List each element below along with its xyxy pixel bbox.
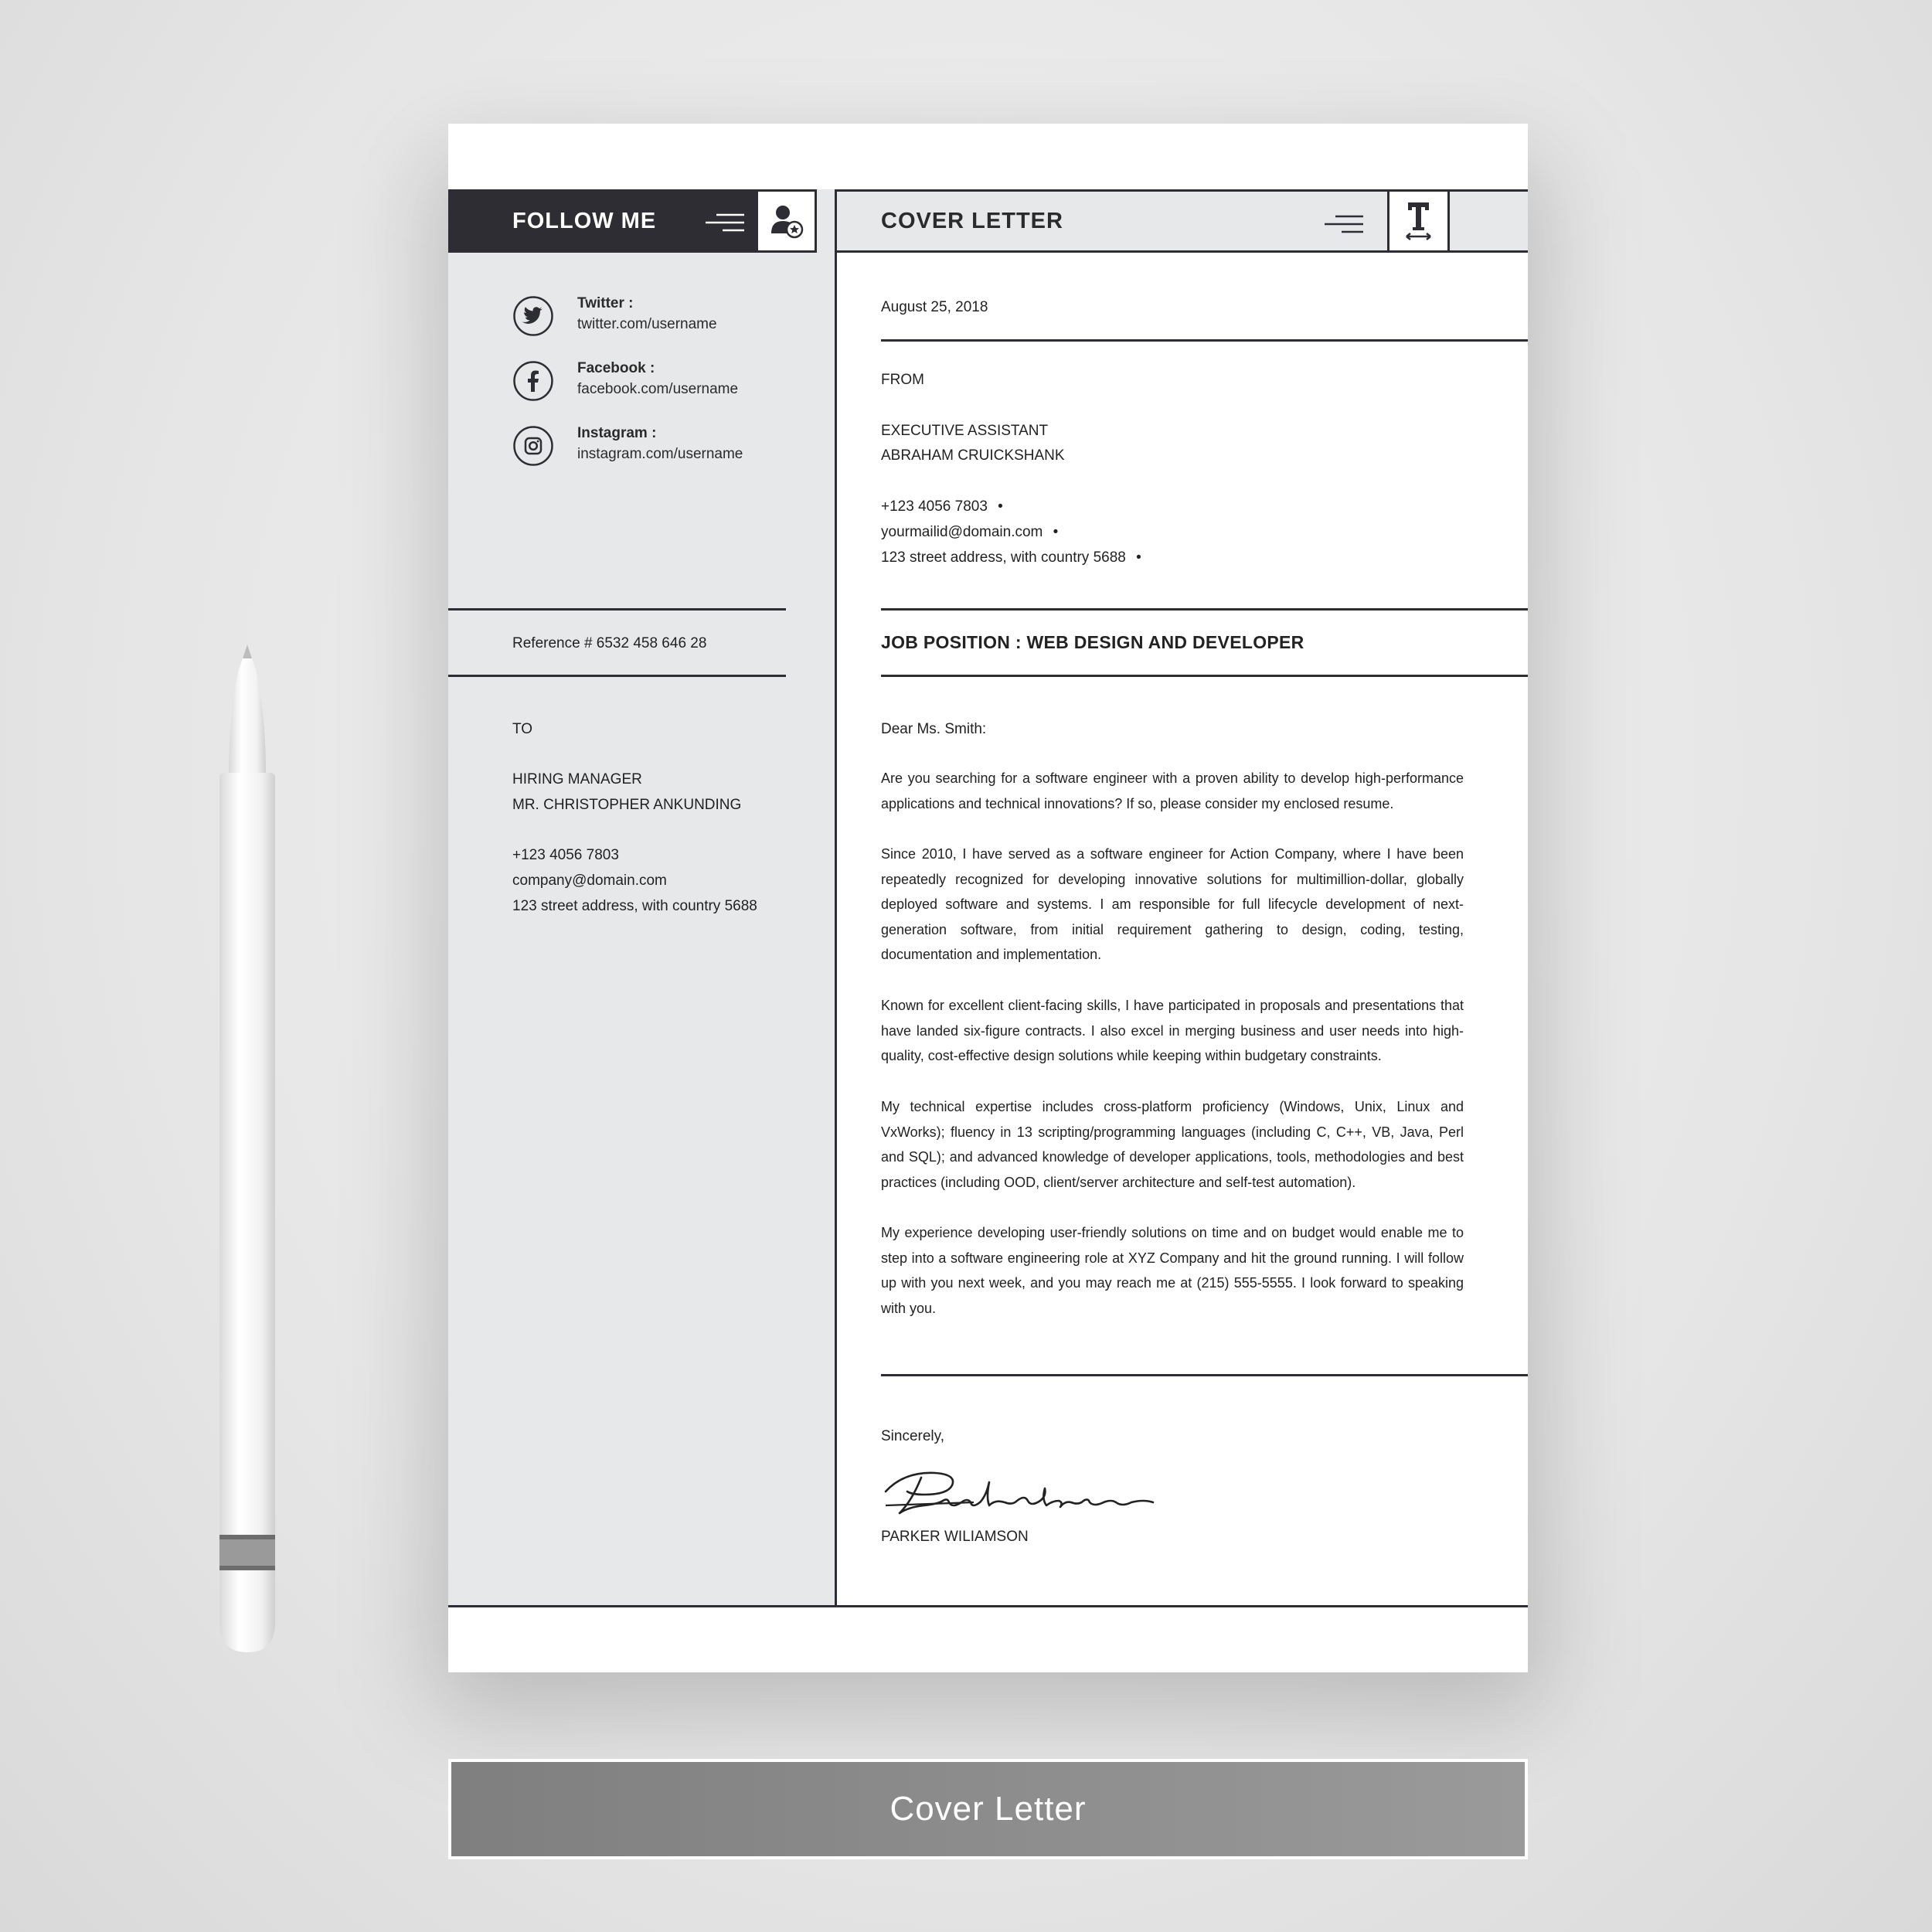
facebook-icon <box>512 360 554 402</box>
reference-top-rule <box>448 608 786 611</box>
social-url[interactable]: instagram.com/username <box>577 446 743 462</box>
sender-email-text: yourmailid@domain.com <box>881 524 1043 540</box>
social-label: Facebook : <box>577 360 655 376</box>
signer-name: PARKER WILIAMSON <box>881 1529 1029 1545</box>
sender-address <box>881 549 1141 566</box>
recipient-email: company@domain.com <box>512 872 667 889</box>
from-label: FROM <box>881 372 924 388</box>
twitter-icon <box>512 295 554 337</box>
body-paragraph: My technical expertise includes cross-platform proficiency (Windows, Unix, Linux and VxWorks); fluency in 13 scripting/programming languages (including C, C++, VB, Java, Perl and SQL); and advanced knowledge of developer applications, tools, methodologies and best practices (including OOD, client/server architecture and self-test automation). <box>881 1099 1464 1190</box>
sender-email <box>881 524 1058 541</box>
cover-letter-banner <box>448 1759 1528 1859</box>
menu-lines-icon <box>1325 214 1363 234</box>
follow-me-title: FOLLOW ME <box>512 209 657 233</box>
signature-image <box>881 1454 1159 1524</box>
instagram-icon <box>512 425 554 467</box>
banner-label: Cover Letter <box>889 1790 1087 1828</box>
bullet: • <box>1053 524 1059 540</box>
pencil-image <box>216 641 278 1654</box>
body-paragraph: Known for excellent client-facing skills, I have participated in proposals and presentations that have landed six-figure contracts. I also excel in merging business and user needs into high-quality, cost-effective design solutions while keeping within budgetary constraints. <box>881 998 1464 1064</box>
sender-phone <box>881 498 1003 515</box>
follow-me-header <box>448 189 756 253</box>
cover-letter-title: COVER LETTER <box>881 209 1063 233</box>
profile-star-icon-box <box>756 189 817 253</box>
letter-date: August 25, 2018 <box>881 299 988 315</box>
date-rule <box>881 339 1528 342</box>
body-paragraph: My experience developing user-friendly solutions on time and on budget would enable me to step into a software engineering role at XYZ Company and hit the ground running. I will follow up with you next week, and you may reach me at (215) 555-5555. I look forward to speaking with you. <box>881 1225 1464 1316</box>
body-paragraph: Are you searching for a software engineer with a proven ability to develop high-performance applications and technical innovations? If so, please consider my enclosed resume. <box>881 770 1464 811</box>
sender-address-text: 123 street address, with country 5688 <box>881 549 1126 566</box>
typography-icon-box <box>1387 189 1450 253</box>
cover-letter-header <box>837 189 1528 253</box>
job-bottom-rule <box>881 675 1528 677</box>
bullet: • <box>998 498 1003 515</box>
social-label: Twitter : <box>577 295 634 311</box>
bullet: • <box>1136 549 1141 566</box>
social-label: Instagram : <box>577 425 657 441</box>
social-url[interactable]: twitter.com/username <box>577 316 717 332</box>
recipient-role: HIRING MANAGER <box>512 771 642 787</box>
recipient-name: MR. CHRISTOPHER ANKUNDING <box>512 797 742 813</box>
sender-phone-text: +123 4056 7803 <box>881 498 988 515</box>
recipient-phone: +123 4056 7803 <box>512 847 619 863</box>
reference-bottom-rule <box>448 675 786 677</box>
cover-letter-page <box>448 124 1528 1672</box>
sender-name: ABRAHAM CRUICKSHANK <box>881 447 1065 464</box>
sender-role: EXECUTIVE ASSISTANT <box>881 423 1049 439</box>
reference-number: Reference # 6532 458 646 28 <box>512 635 707 651</box>
job-top-rule <box>881 608 1528 611</box>
social-url[interactable]: facebook.com/username <box>577 381 739 397</box>
closing-rule <box>881 1374 1528 1376</box>
body-paragraph: Since 2010, I have served as a software engineer for Action Company, where I have been repeatedly recognized for developing innovative solutions for multimillion-dollar, globally deployed software and systems. I am responsible for full lifecycle development of next-generation software, from initial requirement gathering to design, coding, testing, documentation and implementation. <box>881 846 1464 963</box>
menu-lines-icon <box>706 213 744 233</box>
closing: Sincerely, <box>881 1428 945 1444</box>
page-bottom-rule <box>448 1605 1528 1607</box>
to-label: TO <box>512 721 533 737</box>
job-position-heading: JOB POSITION : WEB DESIGN AND DEVELOPER <box>881 632 1304 652</box>
user-star-icon <box>758 192 815 250</box>
text-format-icon <box>1389 192 1447 250</box>
recipient-address: 123 street address, with country 5688 <box>512 898 757 914</box>
column-divider <box>835 189 837 1607</box>
salutation: Dear Ms. Smith: <box>881 721 987 737</box>
